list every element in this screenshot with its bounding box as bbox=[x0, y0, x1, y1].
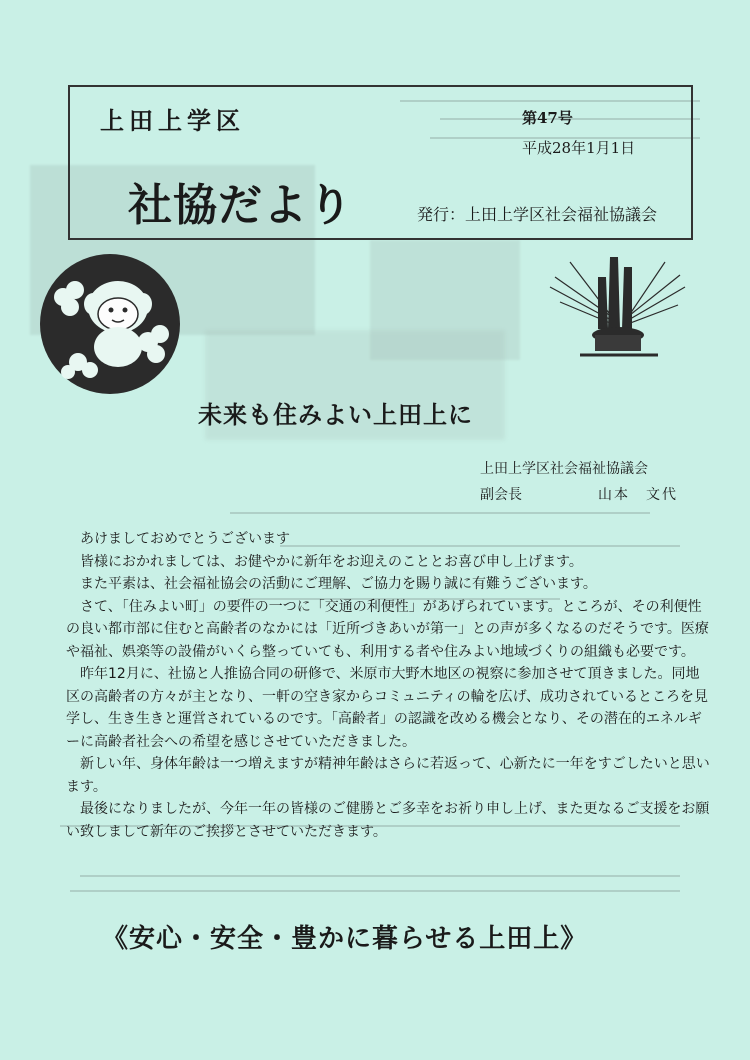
paragraph: さて、「住みよい町」の要件の一つに「交通の利便性」があげられています。ところが、その利便性の良い都市部に住むと高齢者のなかには「近所づきあいが第一」との声が多くなるのだそうです。医療や福祉、娯楽等の設備がいくら整っていても、利用する者や住みよい地域づくりの組織も必要です。 bbox=[66, 598, 709, 660]
author-name: 山本 文代 bbox=[598, 487, 678, 503]
paragraph: また平素は、社会福祉協会の活動にご理解、ご協力を賜り誠に有難うございます。 bbox=[80, 576, 597, 592]
monkey-illustration bbox=[38, 252, 183, 397]
newsletter-title: 社協だより bbox=[128, 180, 353, 231]
article-body bbox=[66, 528, 712, 843]
paragraph: 昨年12月に、社協と人推協合同の研修で、米原市大野木地区の視察に参加させて頂きました。同地区の高齢者の方々が主となり、一軒の空き家からコミュニティの輪を広げ、成功されているところを見学し、生き生きと運営されているのです。「高齢者」の認識を改める機会となり、その潜在的エネルギーに高齢者社会への希望を感じさせていただきました。 bbox=[66, 666, 709, 750]
paragraph: 新しい年、身体年齢は一つ増えますが精神年齢はさらに若返って、心新たに一年をすごしたいと思います。 bbox=[66, 756, 710, 795]
author-organization: 上田上学区社会福祉協議会 bbox=[480, 461, 648, 477]
issue-date: 平成28年1月1日 bbox=[522, 139, 636, 157]
publisher: 発行：上田上学区社会福祉協議会 bbox=[417, 205, 658, 224]
author-title: 副会長 bbox=[480, 487, 522, 503]
issue-number: 第47号 bbox=[522, 109, 573, 127]
paragraph: 最後になりましたが、今年一年の皆様のご健勝とご多幸をお祈り申し上げ、また更なるご支援をお願い致しまして新年のご挨拶とさせていただきます。 bbox=[66, 801, 710, 840]
paragraph: あけましておめでとうございます bbox=[80, 531, 290, 547]
kadomatsu-illustration bbox=[540, 247, 695, 362]
masthead-box bbox=[68, 85, 693, 240]
article-headline: 未来も住みよい上田上に bbox=[198, 401, 473, 429]
district-name: 上田上学区 bbox=[100, 107, 245, 135]
slogan: 《安心・安全・豊かに暮らせる上田上》 bbox=[102, 924, 588, 954]
paragraph: 皆様におかれましては、お健やかに新年をお迎えのこととお喜び申し上げます。 bbox=[80, 553, 583, 570]
